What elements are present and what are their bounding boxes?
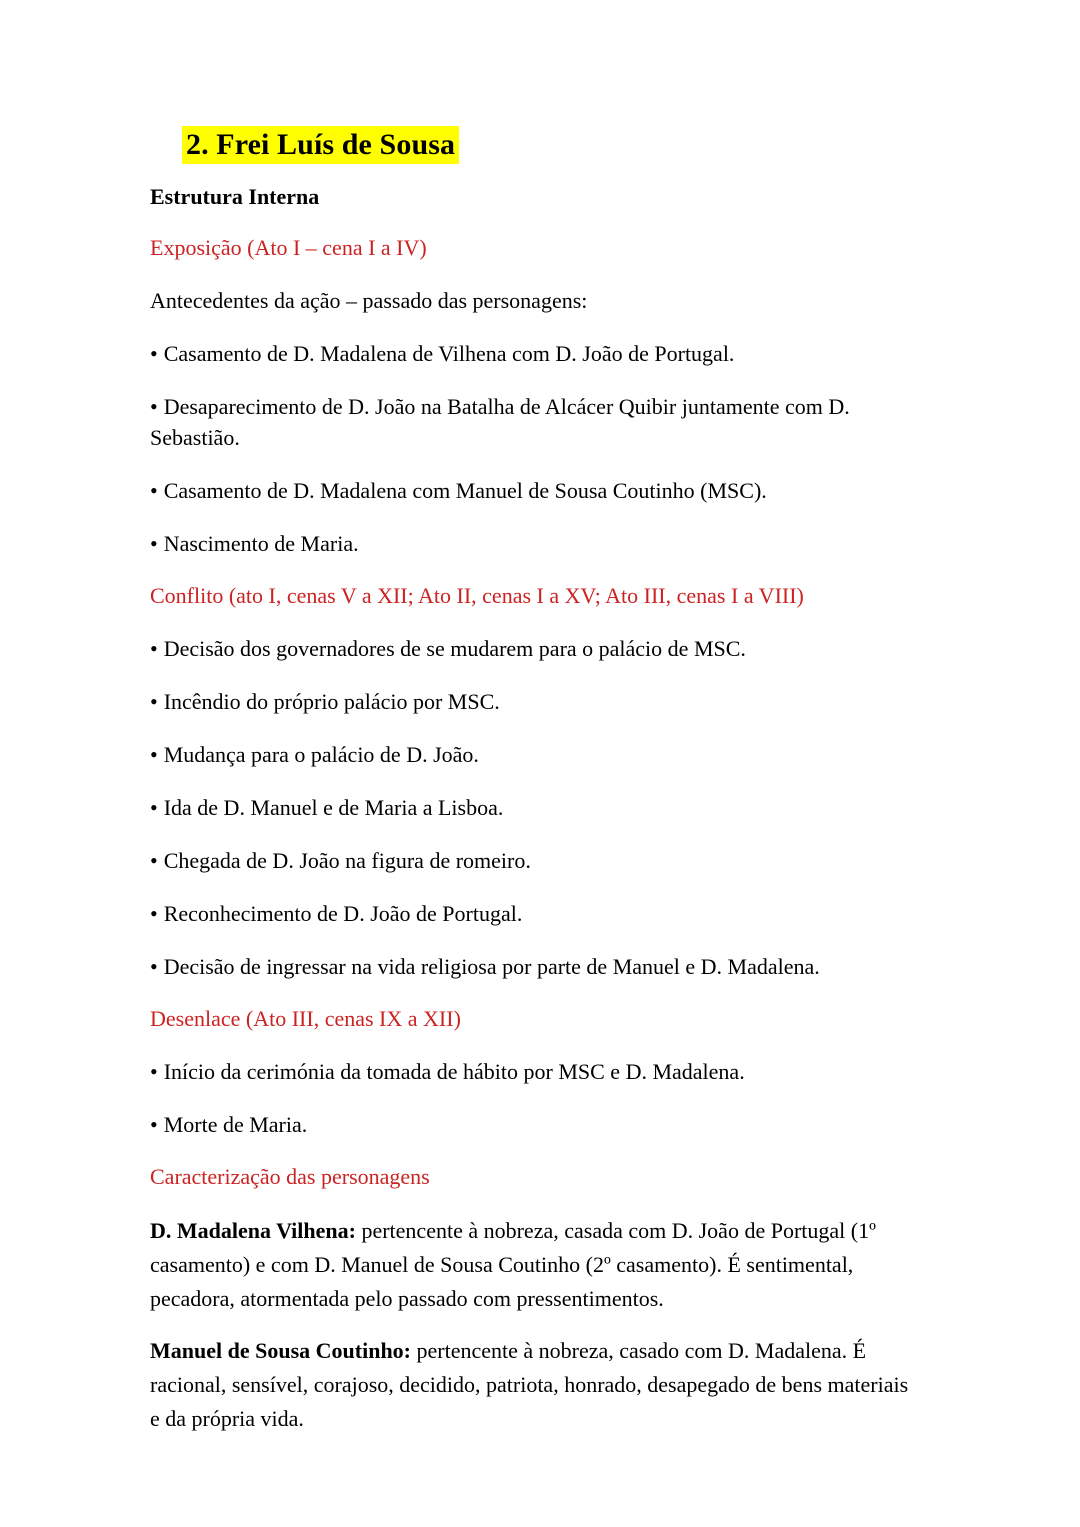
list-item-text: Início da cerimónia da tomada de hábito por MSC e D. Madalena. — [163, 1059, 745, 1084]
character-description: pertencente à nobreza, casado com D. Madalena. É racional, sensível, corajoso, decidido, patriota, honrado, desapegado de bens materiais e da própria vida. — [150, 1338, 909, 1431]
list-item — [150, 792, 912, 823]
list-item-text: Incêndio do próprio palácio por MSC. — [163, 689, 500, 714]
bullet-icon: • — [150, 795, 158, 820]
bullet-icon: • — [150, 689, 158, 714]
bullet-icon: • — [150, 848, 158, 873]
paragraph-antecedentes: Antecedentes da ação – passado das personagens: — [150, 288, 588, 313]
heading-desenlace: Desenlace (Ato III, cenas IX a XII) — [150, 1006, 461, 1031]
heading-exposicao: Exposição (Ato I – cena I a IV) — [150, 235, 427, 260]
list-item — [150, 528, 912, 559]
list-item — [150, 338, 912, 369]
list-item-text: Morte de Maria. — [163, 1112, 308, 1137]
bullet-list-exposicao — [150, 338, 912, 559]
list-item-text: Reconhecimento de D. João de Portugal. — [163, 901, 523, 926]
list-item — [150, 898, 912, 929]
bullet-icon: • — [150, 394, 158, 419]
heading-conflito: Conflito (ato I, cenas V a XII; Ato II, cenas I a XV; Ato III, cenas I a VIII) — [150, 583, 804, 608]
character-name: Manuel de Sousa Coutinho: — [150, 1338, 412, 1363]
list-item-text: Mudança para o palácio de D. João. — [163, 742, 479, 767]
list-item-text: Ida de D. Manuel e de Maria a Lisboa. — [163, 795, 504, 820]
list-item — [150, 686, 912, 717]
list-item — [150, 739, 912, 770]
bullet-icon: • — [150, 742, 158, 767]
bullet-icon: • — [150, 478, 158, 503]
title-highlight: 2. Frei Luís de Sousa — [182, 126, 459, 164]
list-item — [150, 951, 912, 982]
bullet-icon: • — [150, 1112, 158, 1137]
list-item — [150, 1109, 912, 1140]
heading-caracterizacao: Caracterização das personagens — [150, 1164, 430, 1189]
list-item-text: Decisão de ingressar na vida religiosa por parte de Manuel e D. Madalena. — [163, 954, 820, 979]
section-label-estrutura-interna: Estrutura Interna — [150, 184, 320, 209]
list-item — [150, 1056, 912, 1087]
list-item — [150, 633, 912, 664]
list-item-text: Casamento de D. Madalena de Vilhena com D. João de Portugal. — [163, 341, 735, 366]
bullet-list-desenlace — [150, 1056, 912, 1140]
list-item-text: Chegada de D. João na figura de romeiro. — [163, 848, 531, 873]
character-entry-madalena — [150, 1214, 912, 1316]
bullet-icon: • — [150, 341, 158, 366]
list-item-text: Casamento de D. Madalena com Manuel de Sousa Coutinho (MSC). — [163, 478, 767, 503]
list-item-text: Nascimento de Maria. — [163, 531, 359, 556]
list-item — [150, 475, 912, 506]
character-name: D. Madalena Vilhena: — [150, 1218, 356, 1243]
character-entry-manuel — [150, 1334, 912, 1436]
character-description: pertencente à nobreza, casada com D. João de Portugal (1º casamento) e com D. Manuel de Sousa Coutinho (2º casamento). É sentimental, pecadora, atormentada pelo passado com pressentimentos. — [150, 1218, 876, 1311]
list-item — [150, 845, 912, 876]
list-item — [150, 391, 912, 453]
bullet-icon: • — [150, 531, 158, 556]
bullet-icon: • — [150, 1059, 158, 1084]
bullet-list-conflito — [150, 633, 912, 982]
list-item-text: Desaparecimento de D. João na Batalha de Alcácer Quibir juntamente com D. Sebastião. — [150, 394, 850, 450]
bullet-icon: • — [150, 636, 158, 661]
bullet-icon: • — [150, 901, 158, 926]
bullet-icon: • — [150, 954, 158, 979]
list-item-text: Decisão dos governadores de se mudarem para o palácio de MSC. — [163, 636, 746, 661]
page-title — [150, 125, 912, 165]
